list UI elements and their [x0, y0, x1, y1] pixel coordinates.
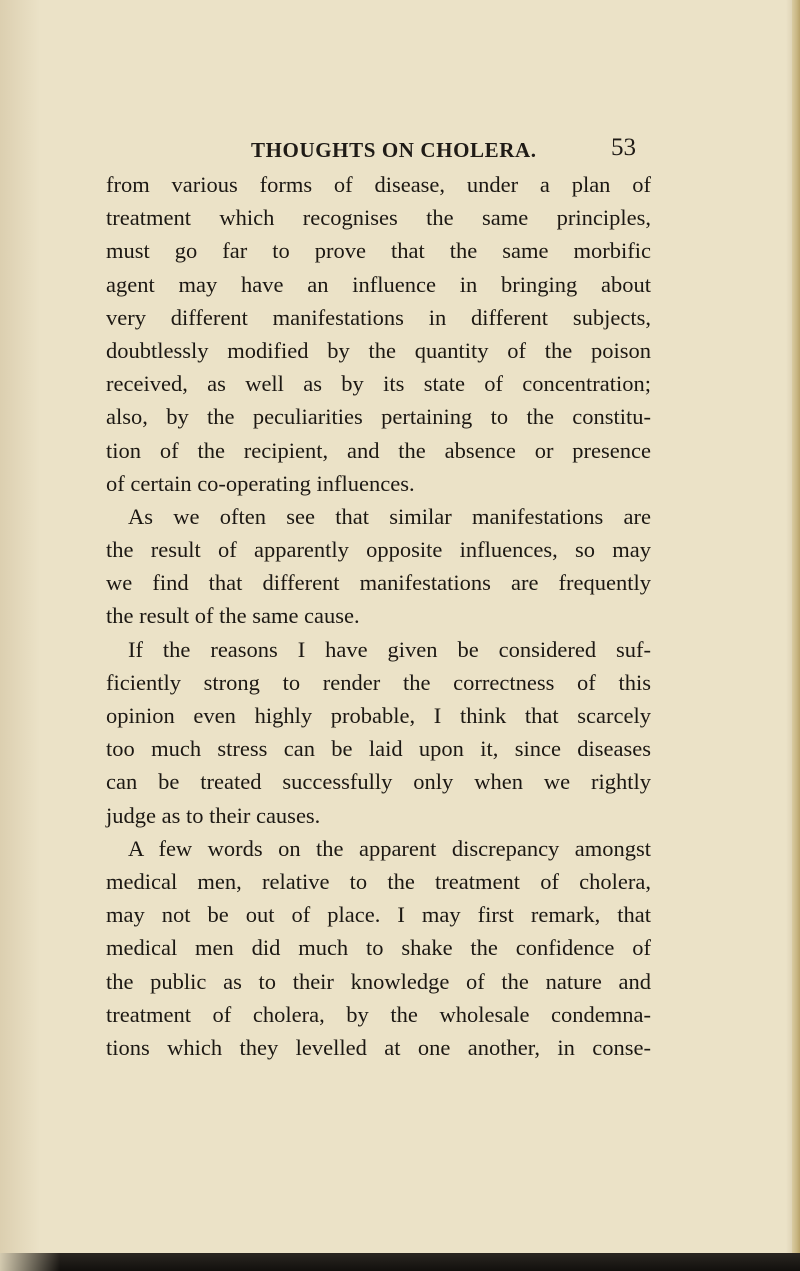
running-head: [106, 124, 636, 168]
text-line: also, by the peculiarities pertaining to the constitu-: [106, 404, 651, 430]
text-line: If the reasons I have given be considered suf-: [128, 636, 651, 662]
text-line: tions which they levelled at one another, in conse-: [106, 1034, 651, 1060]
text-line: of certain co-operating influences.: [106, 470, 415, 496]
text-line: medical men did much to shake the confidence of: [106, 935, 651, 961]
text-line: doubtlessly modified by the quantity of the poison: [106, 337, 651, 363]
scan-bottom-edge: [0, 1253, 800, 1271]
text-line: must go far to prove that the same morbific: [106, 238, 651, 264]
text-line: As we often see that similar manifestations are: [128, 503, 651, 529]
text-line: ficiently strong to render the correctness of this: [106, 669, 651, 695]
page-edge: [792, 0, 800, 1271]
text-line: can be treated successfully only when we rightly: [106, 769, 651, 795]
text-line: tion of the recipient, and the absence or presence: [106, 437, 651, 463]
page-number: 53: [611, 134, 636, 161]
text-line: treatment which recognises the same principles,: [106, 205, 651, 231]
text-line: we find that different manifestations are frequently: [106, 570, 651, 596]
text-line: agent may have an influence in bringing about: [106, 271, 651, 297]
text-line: the result of the same cause.: [106, 603, 360, 629]
body-text: [106, 168, 651, 1168]
text-line: very different manifestations in different subjects,: [106, 304, 651, 330]
text-line: may not be out of place. I may first remark, that: [106, 902, 651, 928]
scan-bottom-fade: [0, 1253, 60, 1271]
header-title: THOUGHTS ON CHOLERA.: [251, 138, 537, 162]
text-line: treatment of cholera, by the wholesale condemna-: [106, 1001, 651, 1027]
text-line: from various forms of disease, under a plan of: [106, 172, 651, 197]
text-line: opinion even highly probable, I think that scarcely: [106, 703, 651, 728]
text-line: judge as to their causes.: [106, 802, 321, 828]
text-line: medical men, relative to the treatment of cholera,: [106, 868, 651, 894]
text-line: the public as to their knowledge of the nature and: [106, 968, 651, 994]
text-line: the result of apparently opposite influences, so may: [106, 537, 651, 563]
text-line: received, as well as by its state of concentration;: [106, 371, 651, 397]
text-line: A few words on the apparent discrepancy amongst: [128, 835, 651, 861]
text-line: too much stress can be laid upon it, since diseases: [106, 736, 651, 762]
